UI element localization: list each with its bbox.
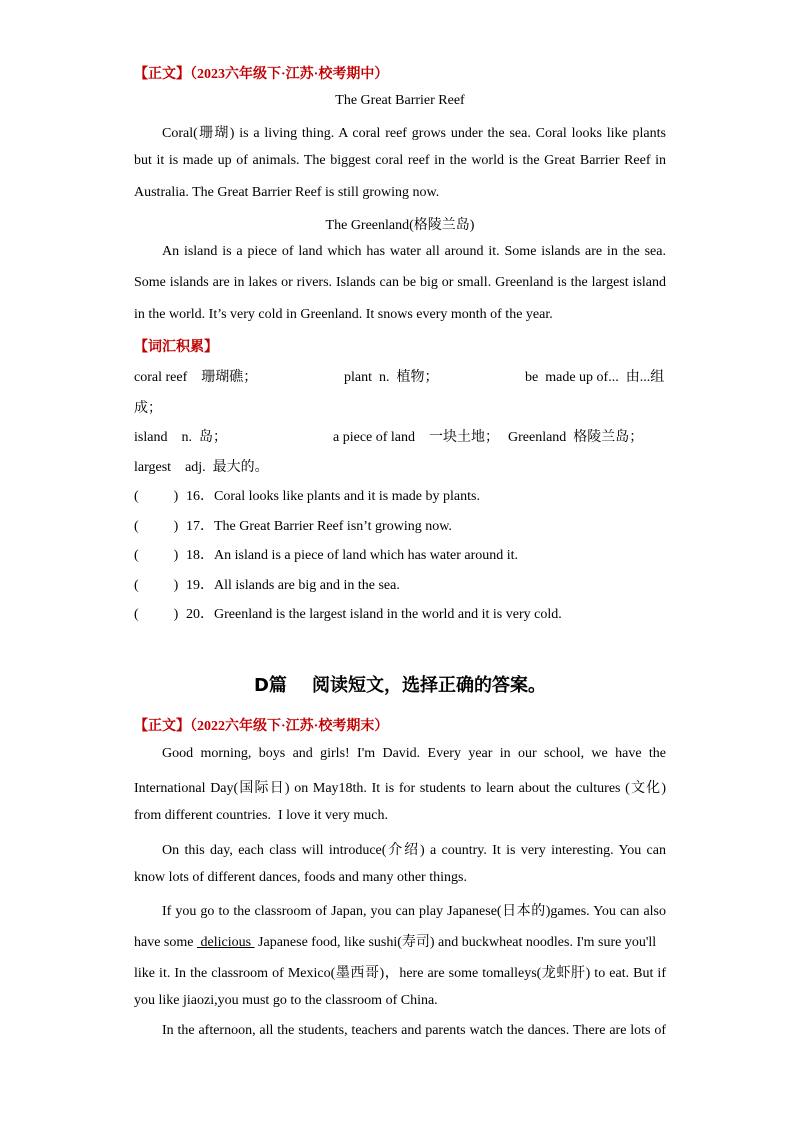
answer-blank[interactable]: ( ) bbox=[134, 489, 179, 504]
answer-blank[interactable]: ( ) bbox=[134, 578, 179, 593]
d-p1-line1: Good morning, boys and girls! I'm David. Every year in our school, we have the bbox=[162, 746, 666, 761]
para2-line1: An island is a piece of land which has water all around it. Some islands are in the sea. bbox=[162, 244, 666, 259]
source-label-1: 【正文】（2023六年级下·江苏·校考期中） bbox=[134, 67, 389, 82]
question-17 bbox=[134, 515, 452, 535]
title-great-barrier-reef: The Great Barrier Reef bbox=[335, 93, 465, 108]
question-text: 18．An island is a piece of land which has water around it. bbox=[186, 548, 519, 563]
d-p3-line4: you like jiaozi,you must go to the classroom of China. bbox=[134, 993, 438, 1008]
answer-blank[interactable]: ( ) bbox=[134, 607, 179, 622]
question-18 bbox=[134, 544, 518, 564]
para1-line2: but it is made up of animals. The biggest coral reef in the world is the Great Barrier Reef in bbox=[134, 153, 666, 168]
d-p1-line3: from different countries. I love it very much. bbox=[134, 808, 388, 823]
question-text: 17．The Great Barrier Reef isn’t growing now. bbox=[186, 519, 452, 534]
d-p3-line2-post: Japanese food, like sushi(寿司) and buckwheat noodles. I'm sure you'll bbox=[254, 935, 657, 950]
source-label-2: 【正文】（2022六年级下·江苏·校考期末） bbox=[134, 719, 389, 734]
vocab-greenland: Greenland 格陵兰岛； bbox=[508, 430, 644, 445]
d-p2-line2: know lots of different dances, foods and many other things. bbox=[134, 870, 467, 885]
vocab-island: island n. 岛； bbox=[134, 430, 227, 445]
vocab-largest: largest adj. 最大的。 bbox=[134, 460, 269, 475]
question-19 bbox=[134, 574, 400, 594]
para2-line3: in the world. It’s very cold in Greenland. It snows every month of the year. bbox=[134, 307, 553, 322]
d-p1-line2: International Day(国际日) on May18th. It is for students to learn about the cultures (文化) bbox=[134, 781, 666, 796]
question-text: 19．All islands are big and in the sea. bbox=[186, 578, 400, 593]
vocab-made-up-of: be made up of... 由...组 bbox=[525, 370, 665, 385]
question-20 bbox=[134, 603, 562, 623]
d-p4-line1: In the afternoon, all the students, teachers and parents watch the dances. There are lots of bbox=[162, 1023, 666, 1038]
question-text: 20．Greenland is the largest island in the world and it is very cold. bbox=[186, 607, 562, 622]
underlined-word-delicious: delicious bbox=[196, 935, 255, 950]
d-p3-line2 bbox=[134, 931, 666, 951]
vocab-label: 【词汇积累】 bbox=[134, 340, 218, 355]
vocab-made-up-of-cont: 成； bbox=[134, 401, 162, 416]
vocab-plant: plant n. 植物； bbox=[344, 370, 439, 385]
vocab-coral-reef: coral reef 珊瑚礁； bbox=[134, 370, 258, 385]
d-p2-line1: On this day, each class will introduce(介绍) a country. It is very interesting. You can bbox=[162, 843, 666, 858]
d-p3-line3: like it. In the classroom of Mexico(墨西哥)，here are some tomalleys(龙虾肝) to eat. But if bbox=[134, 966, 666, 981]
para2-line2: Some islands are in lakes or rivers. Islands can be big or small. Greenland is the largest island bbox=[134, 275, 666, 290]
d-p3-line1: If you go to the classroom of Japan, you can play Japanese(日本的)games. You can also bbox=[162, 904, 666, 919]
answer-blank[interactable]: ( ) bbox=[134, 548, 179, 563]
para1-line1: Coral(珊瑚) is a living thing. A coral reef grows under the sea. Coral looks like plants bbox=[162, 126, 666, 141]
para1-line3: Australia. The Great Barrier Reef is still growing now. bbox=[134, 185, 440, 200]
d-p3-line2-pre: have some bbox=[134, 935, 197, 950]
title-greenland: The Greenland(格陵兰岛) bbox=[325, 218, 475, 233]
vocab-piece-of-land: a piece of land 一块土地； bbox=[333, 430, 500, 445]
section-d-heading: D篇 阅读短文，选择正确的答案。 bbox=[253, 675, 546, 696]
question-16 bbox=[134, 485, 480, 505]
question-text: 16．Coral looks like plants and it is made by plants. bbox=[186, 489, 480, 504]
answer-blank[interactable]: ( ) bbox=[134, 519, 179, 534]
